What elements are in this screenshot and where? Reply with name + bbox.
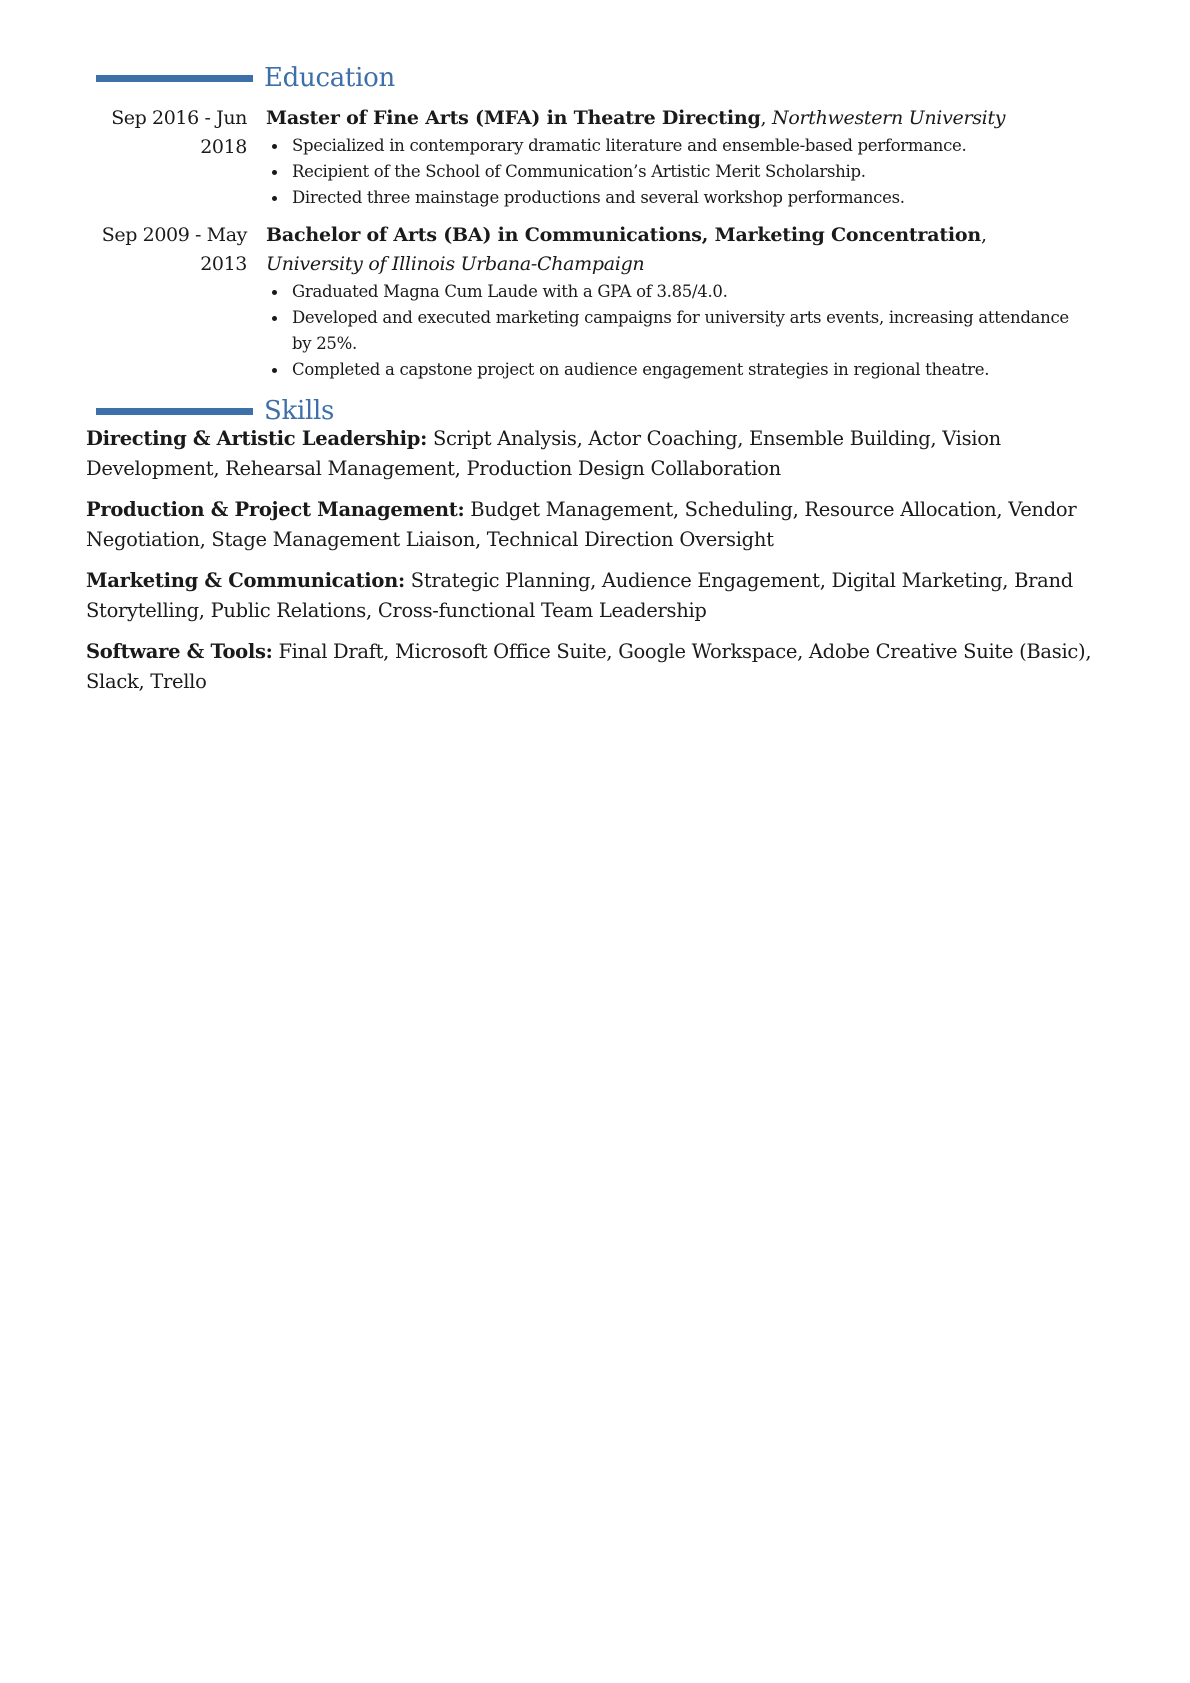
skill-row — [86, 424, 1106, 484]
skill-category: Directing & Artistic Leadership: — [86, 427, 428, 450]
section-rule — [96, 75, 253, 82]
entry-heading — [266, 104, 1076, 133]
education-section-header — [96, 61, 395, 95]
bullet-text: Specialized in contemporary dramatic literature and ensemble-based performance. — [292, 136, 967, 155]
bullet-icon — [272, 144, 277, 149]
skill-items: Final Draft, Microsoft Office Suite, Google Workspace, Adobe Creative Suite (Basic), Slack, Trello — [86, 640, 1092, 693]
skill-items: Strategic Planning, Audience Engagement, Digital Marketing, Brand Storytelling, Public Relations, Cross-functional Team Leadership — [86, 569, 1073, 622]
school-name: University of Illinois Urbana-Champaign — [266, 253, 645, 275]
bullet-text: Completed a capstone project on audience engagement strategies in regional theatre. — [292, 360, 990, 379]
entry-bullets — [266, 279, 1076, 383]
skill-category: Marketing & Communication: — [86, 569, 405, 592]
entry-date: Sep 2009 - May 2013 — [101, 224, 247, 275]
skills-title: Skills — [264, 396, 335, 426]
skills-section-header — [96, 394, 334, 428]
heading-separator: , — [981, 224, 987, 246]
list-item — [266, 185, 1076, 211]
skill-row — [86, 637, 1106, 697]
entry-date: Sep 2016 - Jun 2018 — [111, 107, 247, 158]
list-item — [266, 279, 1076, 305]
skill-items: Script Analysis, Actor Coaching, Ensemble Building, Vision Development, Rehearsal Management, Production Design Collaboration — [86, 427, 1001, 480]
bullet-icon — [272, 196, 277, 201]
bullet-text: Recipient of the School of Communication’s Artistic Merit Scholarship. — [292, 162, 866, 181]
degree-title: Bachelor of Arts (BA) in Communications, Marketing Concentration — [266, 224, 982, 246]
skill-category: Production & Project Management: — [86, 498, 465, 521]
bullet-icon — [272, 368, 277, 373]
list-item — [266, 305, 1076, 357]
bullet-text: Directed three mainstage productions and several workshop performances. — [292, 188, 905, 207]
entry-bullets — [266, 133, 1076, 211]
skill-row — [86, 566, 1106, 626]
bullet-text: Graduated Magna Cum Laude with a GPA of 3.85/4.0. — [292, 282, 728, 301]
heading-separator: , — [760, 107, 773, 129]
bullet-icon — [272, 170, 277, 175]
bullet-icon — [272, 290, 277, 295]
list-item — [266, 133, 1076, 159]
list-item — [266, 159, 1076, 185]
entry-body — [266, 104, 1076, 211]
education-title: Education — [264, 63, 395, 93]
list-item — [266, 357, 1076, 383]
entry-body — [266, 221, 1076, 383]
skill-category: Software & Tools: — [86, 640, 273, 663]
skill-row — [86, 495, 1106, 555]
section-rule — [96, 408, 253, 415]
skill-items: Budget Management, Scheduling, Resource Allocation, Vendor Negotiation, Stage Management Liaison, Technical Direction Oversight — [86, 498, 1077, 551]
entry-heading — [266, 221, 1076, 279]
bullet-text: Developed and executed marketing campaigns for university arts events, increasing attendance by 25%. — [292, 308, 1069, 353]
degree-title: Master of Fine Arts (MFA) in Theatre Directing — [266, 107, 761, 129]
bullet-icon — [272, 316, 277, 321]
school-name: Northwestern University — [772, 107, 1006, 129]
